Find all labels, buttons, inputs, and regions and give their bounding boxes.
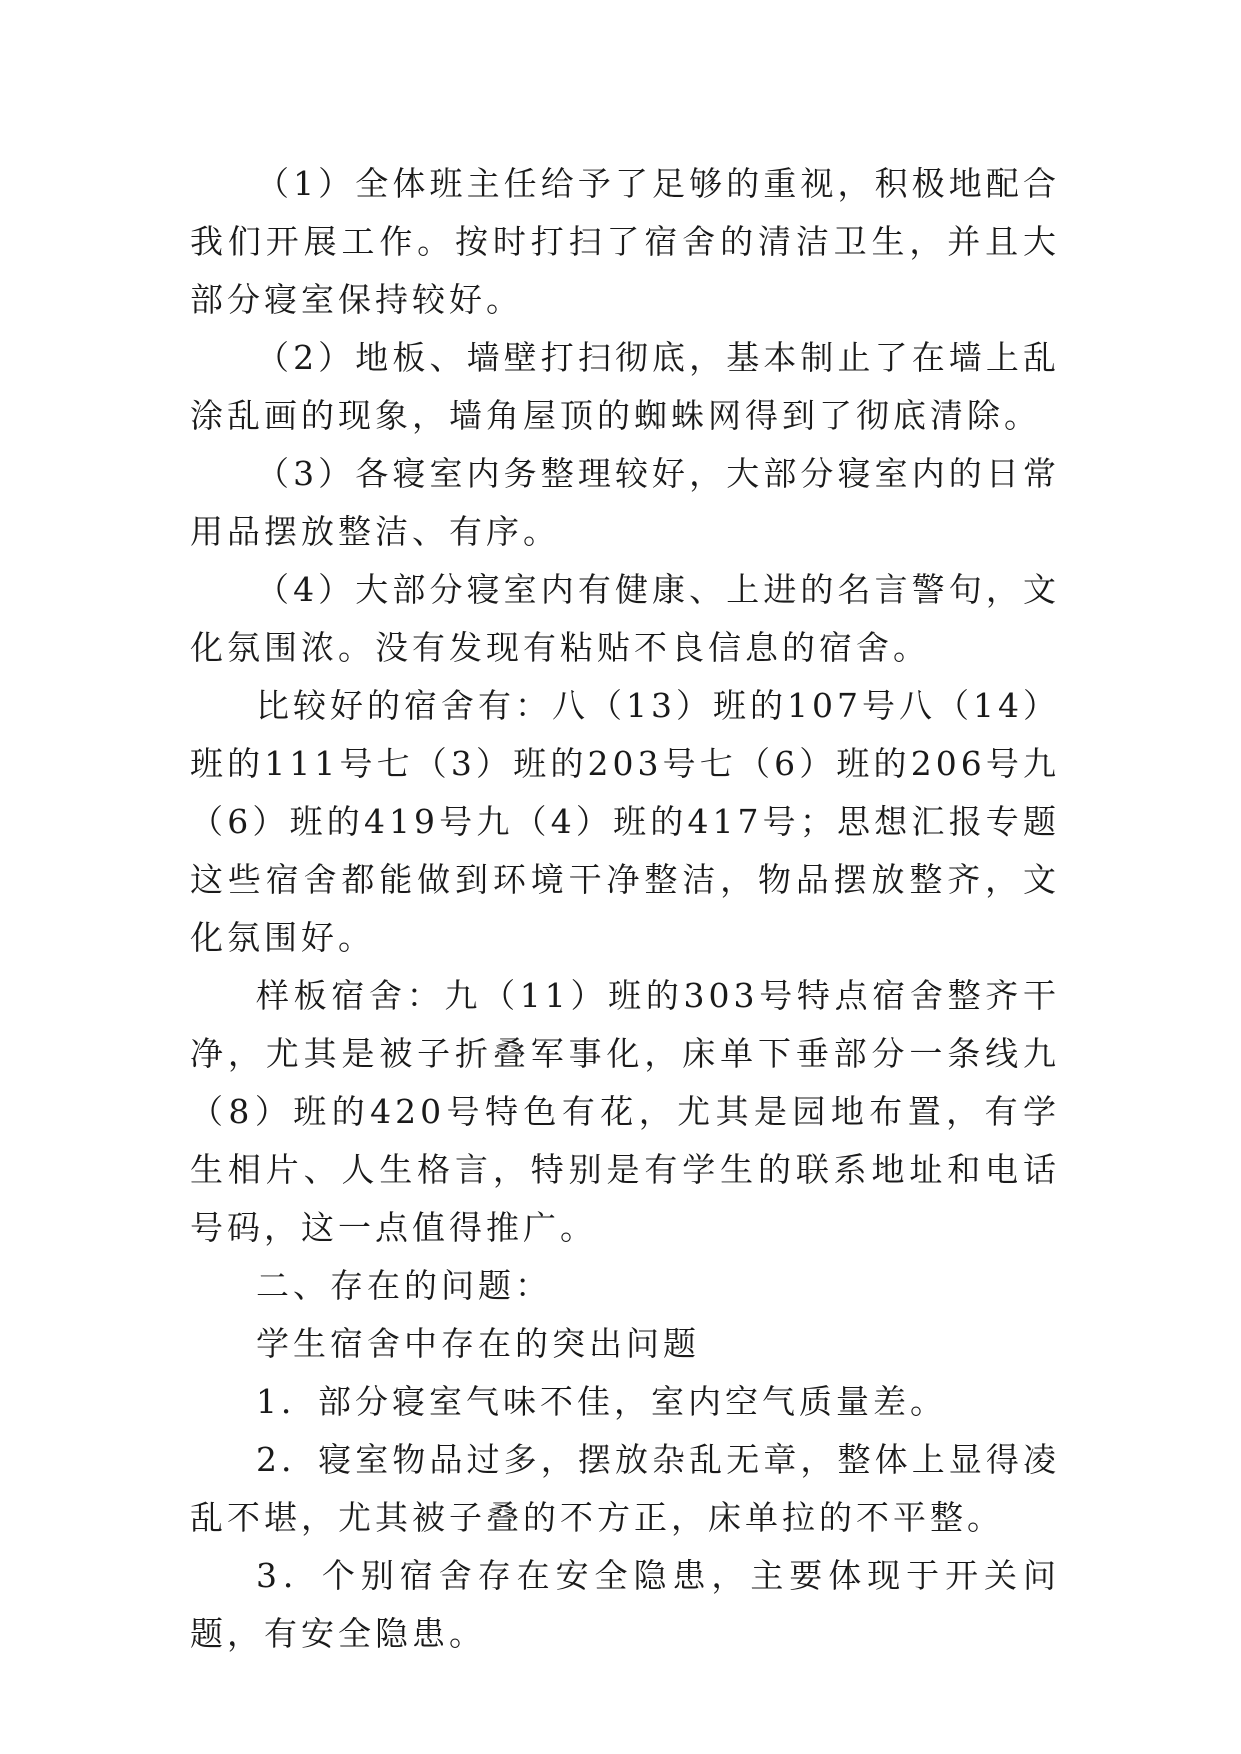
document-body bbox=[190, 155, 1060, 1663]
problem-item-1: 1．部分寝室气味不佳，室内空气质量差。 bbox=[256, 1382, 947, 1421]
paragraph-4: （4）大部分寝室内有健康、上进的名言警句，文化氛围浓。没有发现有粘贴不良信息的宿舍。 bbox=[190, 570, 1060, 667]
paragraph-1: （1）全体班主任给予了足够的重视，积极地配合我们开展工作。按时打扫了宿舍的清洁卫生，并且大部分寝室保持较好。 bbox=[190, 164, 1060, 319]
section-heading-problems: 二、存在的问题： bbox=[256, 1266, 552, 1305]
paragraph-3: （3）各寝室内务整理较好，大部分寝室内的日常用品摆放整洁、有序。 bbox=[190, 454, 1060, 551]
problem-item-2: 2．寝室物品过多，摆放杂乱无章，整体上显得凌乱不堪，尤其被子叠的不方正，床单拉的不平整。 bbox=[190, 1440, 1060, 1537]
paragraph-good-dorms: 比较好的宿舍有：八（13）班的107号八（14）班的111号七（3）班的203号七（6）班的206号九（6）班的419号九（4）班的417号；思想汇报专题这些宿舍都能做到环境干净整洁，物品摆放整齐，文化氛围好。 bbox=[190, 686, 1060, 957]
paragraph-problems-intro: 学生宿舍中存在的突出问题 bbox=[256, 1324, 700, 1363]
paragraph-model-dorms: 样板宿舍：九（11）班的303号特点宿舍整齐干净，尤其是被子折叠军事化，床单下垂部分一条线九（8）班的420号特色有花，尤其是园地布置，有学生相片、人生格言，特别是有学生的联系地址和电话号码，这一点值得推广。 bbox=[190, 976, 1060, 1247]
problem-item-3: 3．个别宿舍存在安全隐患，主要体现于开关问题，有安全隐患。 bbox=[190, 1556, 1060, 1653]
paragraph-2: （2）地板、墙壁打扫彻底，基本制止了在墙上乱涂乱画的现象，墙角屋顶的蜘蛛网得到了彻底清除。 bbox=[190, 338, 1060, 435]
